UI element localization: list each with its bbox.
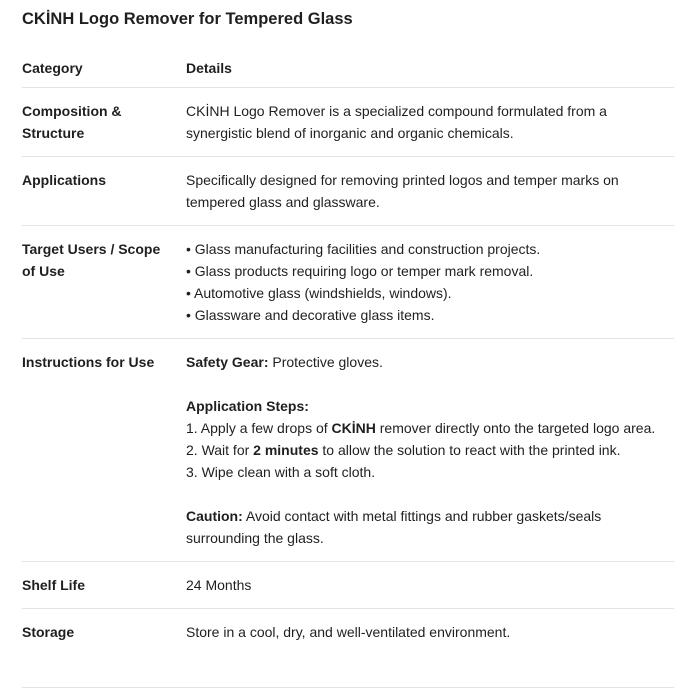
table-row-composition xyxy=(22,88,674,157)
category-text: of Use xyxy=(22,263,65,279)
category-cell: Applications xyxy=(22,172,107,188)
caution-text-continued: surrounding the glass. xyxy=(186,530,324,546)
details-text: tempered glass and glassware. xyxy=(186,194,380,210)
safety-gear-label: Safety Gear: xyxy=(186,354,269,370)
bullet-item: • Automotive glass (windshields, windows). xyxy=(186,285,452,301)
category-cell xyxy=(22,238,186,338)
bullet-item: • Glassware and decorative glass items. xyxy=(186,307,435,323)
table-row-applications xyxy=(22,157,674,226)
category-cell xyxy=(22,100,186,156)
bullet-item: • Glass manufacturing facilities and construction projects. xyxy=(186,241,541,257)
step-2: 2. Wait for 2 minutes to allow the solution to react with the printed ink. xyxy=(186,442,621,458)
details-cell xyxy=(186,100,674,156)
page-title: CKİNH Logo Remover for Tempered Glass xyxy=(22,10,353,28)
table-row-instructions xyxy=(22,339,674,562)
category-text: Composition & xyxy=(22,103,122,119)
details-text: Specifically designed for removing printed logos and temper marks on xyxy=(186,172,619,188)
details-cell: Store in a cool, dry, and well-ventilated environment. xyxy=(186,624,511,640)
safety-gear-text: Protective gloves. xyxy=(268,354,383,370)
details-text: synergistic blend of inorganic and organic chemicals. xyxy=(186,125,514,141)
caution-line xyxy=(186,505,674,527)
table-header-row xyxy=(22,48,674,88)
safety-gear-line xyxy=(186,351,674,373)
application-steps-label: Application Steps: xyxy=(186,398,309,414)
category-cell: Storage xyxy=(22,624,75,640)
category-cell: Shelf Life xyxy=(22,577,86,593)
caution-label: Caution: xyxy=(186,508,243,524)
details-text: CKİNH Logo Remover is a specialized compound formulated from a xyxy=(186,103,607,119)
category-text: Target Users / Scope xyxy=(22,241,161,257)
details-cell xyxy=(186,238,674,338)
category-cell: Instructions for Use xyxy=(22,354,155,370)
table-row-storage xyxy=(22,609,674,688)
bullet-item: • Glass products requiring logo or temper mark removal. xyxy=(186,263,534,279)
details-cell xyxy=(186,351,674,561)
category-text: Structure xyxy=(22,125,85,141)
caution-text: Avoid contact with metal fittings and rubber gaskets/seals xyxy=(242,508,602,524)
details-cell: 24 Months xyxy=(186,577,252,593)
table-row-shelf-life xyxy=(22,562,674,609)
table-row-target-users xyxy=(22,226,674,339)
column-header-details: Details xyxy=(186,60,232,76)
spec-table xyxy=(22,48,674,688)
column-header-category: Category xyxy=(22,60,83,76)
details-cell xyxy=(186,169,674,225)
step-3: 3. Wipe clean with a soft cloth. xyxy=(186,464,376,480)
step-1: 1. Apply a few drops of CKİNH remover directly onto the targeted logo area. xyxy=(186,420,656,436)
